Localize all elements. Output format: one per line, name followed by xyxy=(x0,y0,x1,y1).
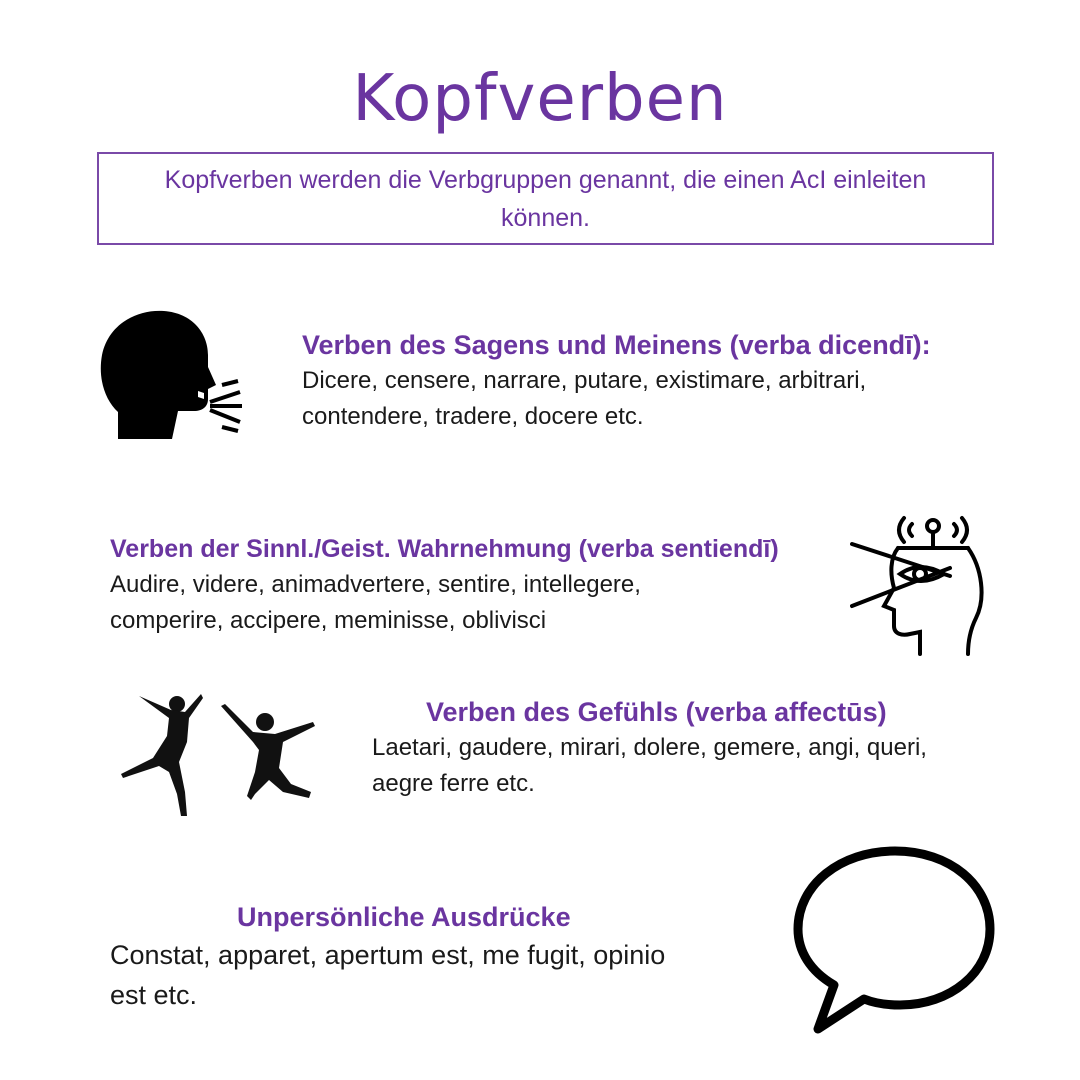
definition-text: Kopfverben werden die Verbgruppen genannt, die einen AcI einleiten können. xyxy=(164,165,927,232)
section-heading: Verben der Sinnl./Geist. Wahrnehmung (verba sentiendī) xyxy=(110,535,779,563)
section-unpersoenliche-ausdruecke xyxy=(110,899,710,1015)
section-text: Dicere, censere, narrare, putare, existimare, arbitrari, contendere, tradere, docere etc. xyxy=(302,367,867,430)
section-text: Constat, apparet, apertum est, me fugit, opinio est etc. xyxy=(110,940,666,1010)
definition-box xyxy=(97,152,994,245)
page-title: Kopfverben xyxy=(352,62,728,136)
section-text: Laetari, gaudere, mirari, dolere, gemere, angi, queri, aegre ferre etc. xyxy=(372,734,927,797)
section-verba-dicendi xyxy=(302,327,1002,435)
section-heading: Unpersönliche Ausdrücke xyxy=(237,902,571,932)
section-verba-sentiendi xyxy=(110,531,830,639)
section-verba-affectus xyxy=(372,694,972,802)
perceiving-head-icon xyxy=(850,508,1000,658)
jumping-people-icon xyxy=(115,688,325,820)
section-text: Audire, videre, animadvertere, sentire, intellegere, comperire, accipere, meminisse, oblivisci xyxy=(110,571,641,634)
section-heading: Verben des Gefühls (verba affectūs) xyxy=(426,697,887,727)
section-heading: Verben des Sagens und Meinens (verba dicendī): xyxy=(302,330,931,360)
speaking-head-icon xyxy=(98,307,248,442)
speech-bubble-icon xyxy=(790,843,1000,1038)
